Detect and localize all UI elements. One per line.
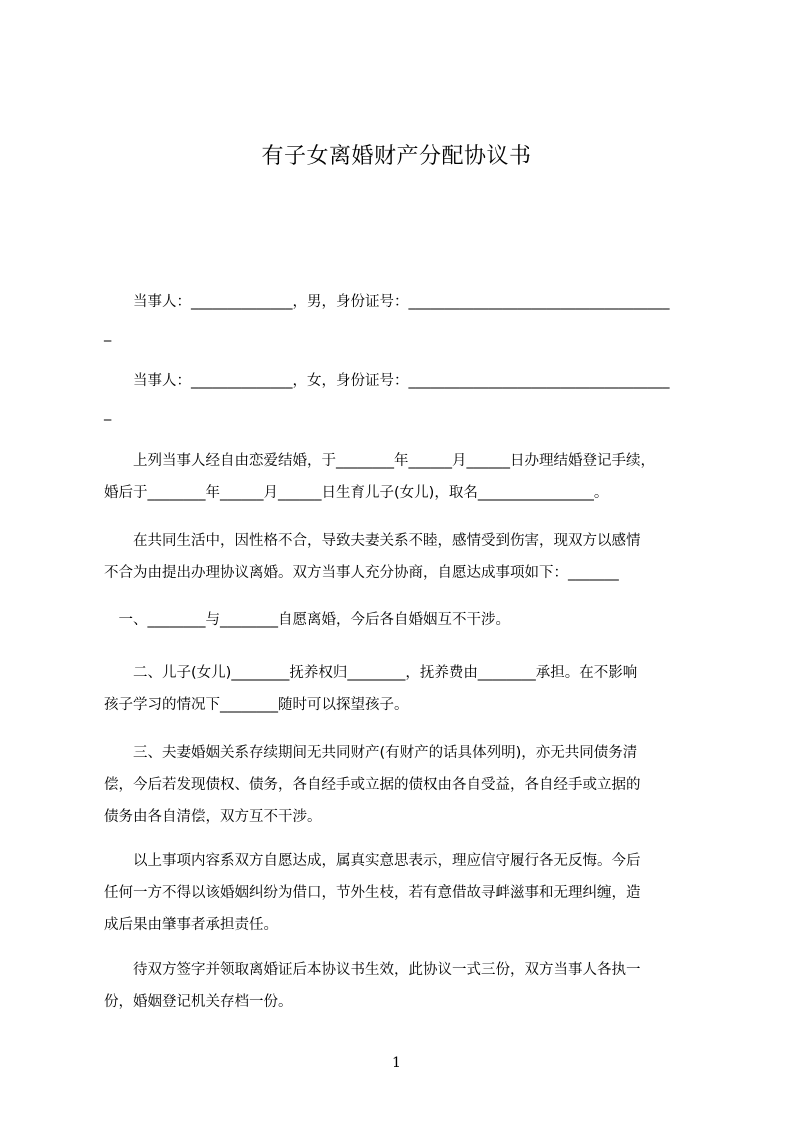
text-line: 二、儿子(女儿)________抚养权归________，抚养费由________承担。在不影响 bbox=[104, 665, 638, 681]
text-line: 偿，今后若发现债权、债务，各自经手或立据的债权由各自受益，各自经手或立据的 bbox=[104, 777, 641, 793]
marriage-info-paragraph bbox=[104, 445, 704, 509]
text-line: 婚后于________年______月______日生育儿子(女儿)，取名________________。 bbox=[104, 485, 609, 501]
text-line: 债务由各自清偿，双方互不干涉。 bbox=[104, 809, 322, 825]
text-line: 份，婚姻登记机关存档一份。 bbox=[104, 994, 293, 1010]
text-line: 一、________与________自愿离婚，今后各自婚姻互不干涉。 bbox=[104, 612, 510, 628]
text-line: 不合为由提出办理协议离婚。双方当事人充分协商，自愿达成事项如下：_______ bbox=[104, 565, 619, 581]
text-line: 成后果由肇事者承担责任。 bbox=[104, 917, 278, 933]
text-line: 以上事项内容系双方自愿达成，属真实意思表示，理应信守履行各无反悔。今后 bbox=[104, 853, 641, 869]
text-line: 任何一方不得以该婚姻纠纷为借口，节外生枝，若有意借故寻衅滋事和无理纠缠，造 bbox=[104, 885, 641, 901]
party-male-paragraph bbox=[104, 286, 704, 350]
page-number: 1 bbox=[392, 1055, 401, 1071]
text-line: 在共同生活中，因性格不合，导致夫妻关系不睦，感情受到伤害，现双方以感情 bbox=[104, 533, 641, 549]
party-female-paragraph bbox=[104, 365, 704, 429]
document-title: 有子女离婚财产分配协议书 bbox=[261, 144, 532, 169]
text-line: 孩子学习的情况下________随时可以探望孩子。 bbox=[104, 697, 409, 713]
clause-1 bbox=[104, 604, 704, 636]
text-line: 待双方签字并领取离婚证后本协议书生效，此协议一式三份，双方当事人各执一 bbox=[104, 962, 641, 978]
text-line: _ bbox=[104, 405, 112, 421]
text-line: 三、夫妻婚姻关系存续期间无共同财产(有财产的话具体列明)，亦无共同债务清 bbox=[104, 745, 638, 761]
text-line: 当事人：______________，女，身份证号：____________________________________ bbox=[104, 373, 670, 389]
clause-3 bbox=[104, 737, 704, 833]
effectiveness-paragraph bbox=[104, 954, 704, 1018]
clause-2 bbox=[104, 657, 704, 721]
reason-paragraph bbox=[104, 525, 704, 589]
voluntary-statement-paragraph bbox=[104, 845, 704, 941]
text-line: 当事人：______________，男，身份证号：____________________________________ bbox=[104, 294, 670, 310]
text-line: _ bbox=[104, 326, 112, 342]
text-line: 上列当事人经自由恋爱结婚，于________年______月______日办理结婚登记手续， bbox=[104, 453, 655, 469]
